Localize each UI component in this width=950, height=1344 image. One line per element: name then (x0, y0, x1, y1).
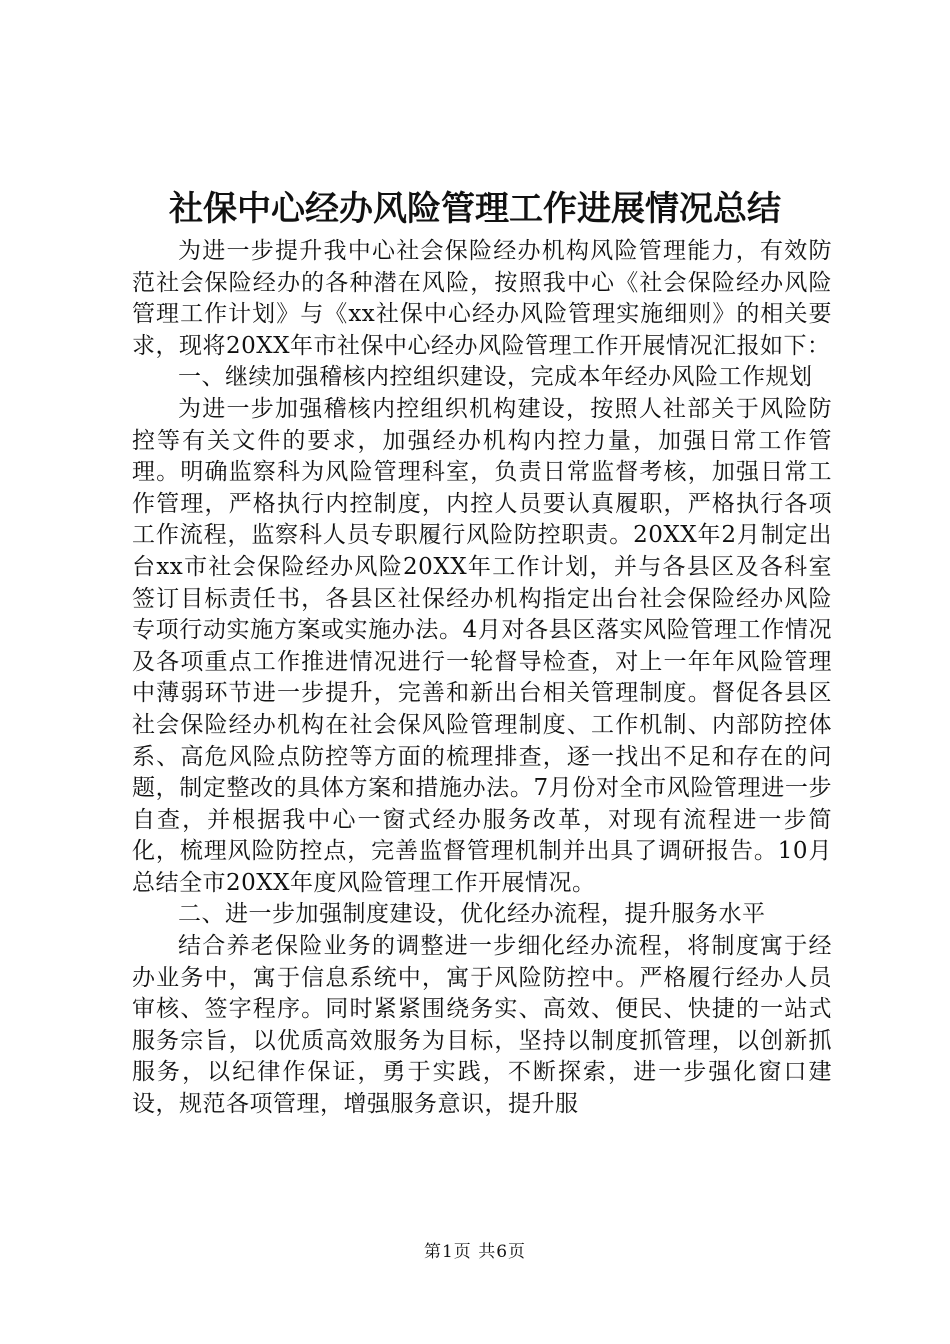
paragraph-section-1: 为进一步加强稽核内控组织机构建设，按照人社部关于风险防控等有关文件的要求，加强经办机构内控力量，加强日常工作管理。明确监察科为风险管理科室，负责日常监督考核，加强日常工作管理，严格执行内控制度，内控人员要认真履职，严格执行各项工作流程，监察科人员专职履行风险防控职责。20XX年2月制定出台xx市社会保险经办风险20XX年工作计划，并与各县区及各科室签订目标责任书，各县区社保经办机构指定出台社会保险经办风险专项行动实施方案或实施办法。4月对各县区落实风险管理工作情况及各项重点工作推进情况进行一轮督导检查，对上一年年风险管理中薄弱环节进一步提升，完善和新出台相关管理制度。督促各县区社会保险经办机构在社会保风险管理制度、工作机制、内部防控体系、高危风险点防控等方面的梳理排查，逐一找出不足和存在的问题，制定整改的具体方案和措施办法。7月份对全市风险管理进一步自查，并根据我中心一窗式经办服务改革，对现有流程进一步简化，梳理风险防控点，完善监督管理机制并出具了调研报告。10月总结全市20XX年度风险管理工作开展情况。 (132, 395, 832, 896)
paragraph-intro: 为进一步提升我中心社会保险经办机构风险管理能力，有效防范社会保险经办的各种潜在风险，按照我中心《社会保险经办风险管理工作计划》与《xx社保中心经办风险管理实施细则》的相关要求，现将20XX年市社保中心经办风险管理工作开展情况汇报如下： (132, 238, 832, 359)
section-heading-1: 一、继续加强稽核内控组织建设，完成本年经办风险工作规划 (178, 364, 813, 391)
section-heading-2: 二、进一步加强制度建设，优化经办流程，提升服务水平 (178, 901, 766, 928)
page-number: 第1页 共6页 (423, 1242, 527, 1262)
document-body (132, 236, 832, 1121)
paragraph-section-2: 结合养老保险业务的调整进一步细化经办流程，将制度寓于经办业务中，寓于信息系统中，寓于风险防控中。严格履行经办人员审核、签字程序。同时紧紧围绕务实、高效、便民、快捷的一站式服务宗旨，以优质高效服务为目标，坚持以制度抓管理，以创新抓服务，以纪律作保证，勇于实践，不断探索，进一步强化窗口建设，规范各项管理，增强服务意识，提升服 (132, 933, 832, 1118)
document-title: 社保中心经办风险管理工作进展情况总结 (169, 189, 781, 229)
